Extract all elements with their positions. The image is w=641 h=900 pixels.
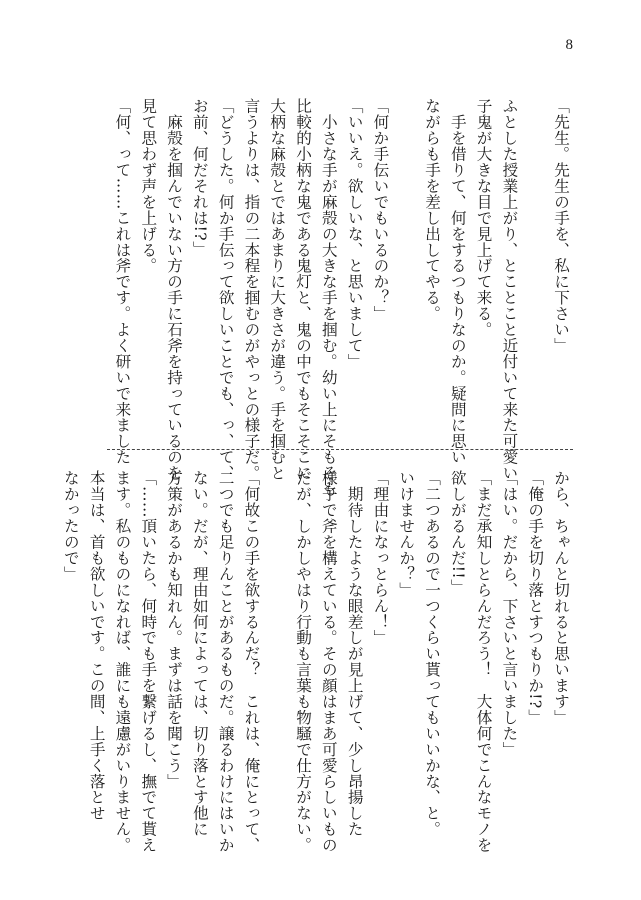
text-line: から、ちゃんと切れると思います」 bbox=[552, 470, 570, 726]
text-line: 麻殻を掴んでいない方の手に石斧を持っているのを bbox=[165, 98, 184, 481]
text-line: ます。私のものになれば、誰にも遠慮がいりません。 bbox=[113, 470, 132, 853]
text-line: 見て思わず声を上げる。 bbox=[139, 98, 158, 274]
text-line: 期待したような眼差しが見上げて、少し昂揚した bbox=[345, 470, 364, 837]
text-line: 「はい。だから、下さいと言いました」 bbox=[500, 470, 519, 758]
text-line: 「理由になっとらん！」 bbox=[371, 470, 390, 646]
text-line: 手を借りて、何をするつもりなのか。疑問に思い bbox=[448, 98, 467, 465]
text-line: 「何、って……これは斧です。よく研いで来ました bbox=[113, 98, 132, 465]
text-line: 本当は、首も欲しいです。この間、上手く落とせ bbox=[87, 470, 106, 821]
text-line: 子鬼が大きな目で見上げて来る。 bbox=[474, 98, 493, 338]
text-line bbox=[521, 98, 547, 428]
text-block-bottom bbox=[61, 470, 573, 870]
text-line: ながらも手を差し出してやる。 bbox=[423, 98, 442, 322]
text-line: 欲しがるんだ!!」 bbox=[448, 470, 467, 595]
text-line: 「どうした。何か手伝って欲しいことでも、っ、て、 bbox=[216, 98, 235, 481]
text-line: ない。だが、理由如何によっては、切り落とす他に bbox=[190, 470, 209, 837]
text-line bbox=[263, 470, 289, 870]
text-line: ふとした授業上がり、とことこと近付いて来た可愛い bbox=[500, 98, 519, 481]
text-line: 「俺の手を切り落とすつもりか!?」 bbox=[526, 470, 545, 725]
text-line bbox=[392, 98, 418, 428]
text-block-top bbox=[95, 98, 573, 497]
section-divider bbox=[107, 449, 573, 450]
text-line: 小さな手が麻殻の大きな手を掴む。幼い上にそもそも bbox=[319, 98, 338, 497]
page-number: 8 bbox=[565, 37, 573, 53]
text-line: 「何か手伝いでもいるのか？」 bbox=[371, 98, 390, 322]
text-line: 比較的小柄な鬼である鬼灯と、鬼の中でもそこそこに bbox=[294, 98, 313, 481]
text-line: 「何故この手を欲するんだ？ これは、俺にとって、 bbox=[242, 470, 261, 853]
text-line: 「いいえ。欲しいな、と思いまして」 bbox=[345, 98, 364, 370]
text-line: 様子で斧を構えている。その顔はまあ可愛らしいもの bbox=[319, 470, 338, 853]
text-line: 「二つあるので一つくらい貰ってもいいかな、と。 bbox=[423, 470, 442, 837]
text-line: だが、しかしやはり行動も言葉も物騒で仕方がない。 bbox=[294, 470, 313, 853]
text-line: 大柄な麻殻とではあまりに大きさが違う。手を掴むと bbox=[268, 98, 287, 481]
text-line: 方策があるかも知れん。まずは話を聞こう」 bbox=[165, 470, 184, 789]
text-line: 二つでも足りんことがあるものだ。譲るわけにはいか bbox=[216, 470, 235, 853]
text-line: お前、何だそれは!?」 bbox=[190, 98, 209, 257]
text-line: 「先生。先生の手を、私に下さい」 bbox=[552, 98, 570, 354]
text-line: いけませんか？」 bbox=[397, 470, 416, 598]
text-line: 言うよりは、指の二本程を掴むのがやっとの様子だ。 bbox=[242, 98, 261, 481]
text-line: なかったので」 bbox=[61, 470, 80, 582]
text-line: 「まだ承知しとらんだろう！ 大体何でこんなモノを bbox=[474, 470, 493, 853]
text-line: 「……頂いたら、何時でも手を繋げるし、撫でて貰え bbox=[139, 470, 158, 853]
